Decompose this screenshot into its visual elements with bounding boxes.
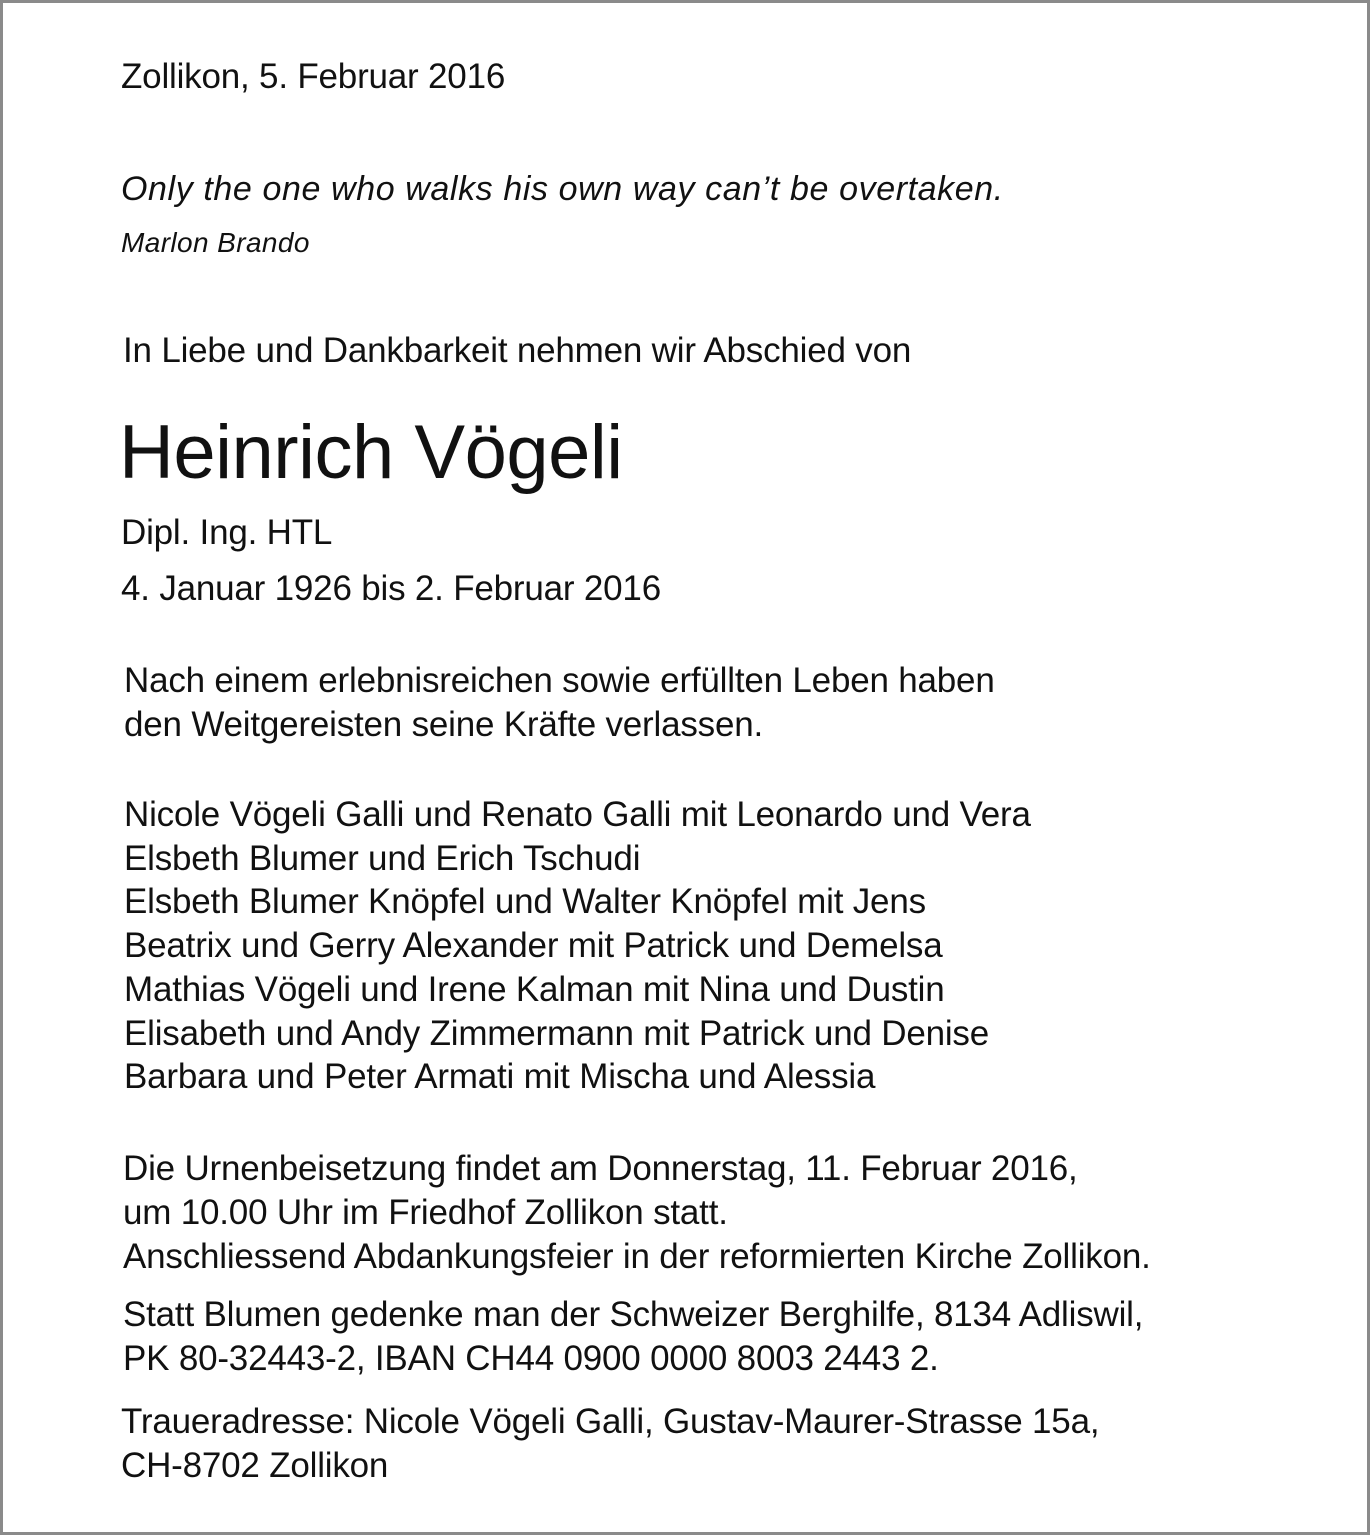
ceremony-line: um 10.00 Uhr im Friedhof Zollikon statt. xyxy=(123,1193,728,1232)
mourner-line: Barbara und Peter Armati mit Mischa und Alessia xyxy=(124,1057,876,1097)
deceased-name: Heinrich Vögeli xyxy=(119,410,623,495)
mourner-line: Nicole Vögeli Galli und Renato Galli mit Leonardo und Vera xyxy=(124,795,1031,834)
mourner-line: Beatrix und Gerry Alexander mit Patrick und Demelsa xyxy=(124,926,943,966)
tribute-line: den Weitgereisten seine Kräfte verlassen. xyxy=(124,705,764,744)
mourning-address xyxy=(121,1400,1099,1488)
mourner-line: Elsbeth Blumer und Erich Tschudi xyxy=(124,838,641,878)
donation-info xyxy=(123,1293,1143,1381)
donation-line: Statt Blumen gedenke man der Schweizer Berghilfe, 8134 Adliswil, xyxy=(123,1295,1144,1334)
ceremony-line: Die Urnenbeisetzung findet am Donnerstag, 11. Februar 2016, xyxy=(123,1149,1078,1188)
address-line: CH-8702 Zollikon xyxy=(121,1446,389,1485)
deceased-title: Dipl. Ing. HTL xyxy=(121,513,333,552)
tribute-text xyxy=(124,659,995,747)
mourners-list xyxy=(124,793,1031,1099)
mourner-line: Elisabeth und Andy Zimmermann mit Patrick und Denise xyxy=(124,1013,989,1053)
ceremony-info xyxy=(123,1147,1151,1279)
place-date: Zollikon, 5. Februar 2016 xyxy=(121,57,506,96)
address-line: Traueradresse: Nicole Vögeli Galli, Gustav-Maurer-Strasse 15a, xyxy=(121,1402,1100,1441)
mourner-line: Mathias Vögeli und Irene Kalman mit Nina und Dustin xyxy=(124,969,945,1009)
life-dates: 4. Januar 1926 bis 2. Februar 2016 xyxy=(121,569,661,608)
farewell-intro: In Liebe und Dankbarkeit nehmen wir Abschied von xyxy=(123,331,912,370)
quote-author: Marlon Brando xyxy=(121,227,310,258)
quote-text: Only the one who walks his own way can’t be overtaken. xyxy=(121,170,1004,208)
donation-line: PK 80-32443-2, IBAN CH44 0900 0000 8003 2443 2. xyxy=(123,1339,939,1378)
tribute-line: Nach einem erlebnisreichen sowie erfüllten Leben haben xyxy=(124,661,995,700)
ceremony-line: Anschliessend Abdankungsfeier in der reformierten Kirche Zollikon. xyxy=(123,1237,1151,1276)
mourner-line: Elsbeth Blumer Knöpfel und Walter Knöpfel mit Jens xyxy=(124,882,926,922)
